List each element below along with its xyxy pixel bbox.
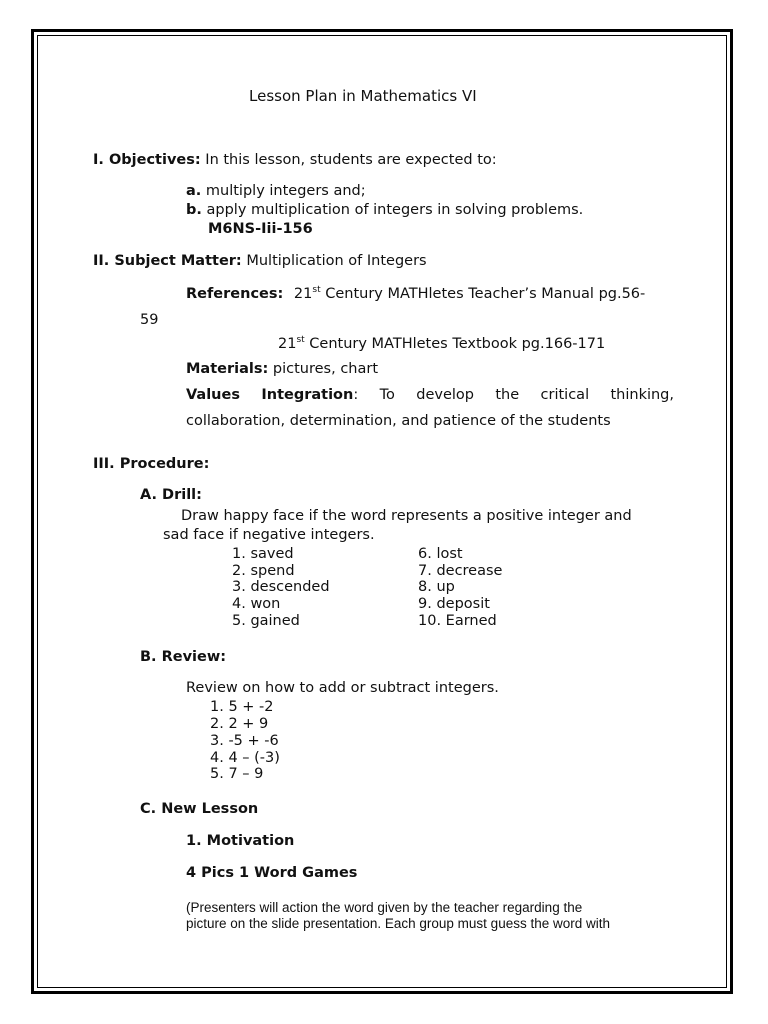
drill-word-4: 4. won	[232, 596, 281, 612]
values-integration-continued: collaboration, determination, and patience of the students	[186, 413, 611, 429]
drill-word-6: 6. lost	[418, 546, 463, 562]
game-note-line1: (Presenters will action the word given by the teacher regarding the	[186, 900, 583, 915]
materials-label: Materials:	[186, 361, 269, 377]
review-item-1: 1. 5 + -2	[210, 699, 274, 715]
drill-word-10: 10. Earned	[418, 613, 497, 629]
review-intro: Review on how to add or subtract integers.	[186, 680, 499, 696]
objectives-heading: I. Objectives:	[93, 152, 201, 168]
drill-word-2: 2. spend	[232, 563, 295, 579]
drill-word-9: 9. deposit	[418, 596, 490, 612]
subject-matter-heading: II. Subject Matter:	[93, 253, 242, 269]
reference-1-continued: 59	[140, 312, 159, 328]
subject-matter-line	[93, 254, 427, 269]
materials-line	[186, 362, 378, 377]
game-title: 4 Pics 1 Word Games	[186, 865, 358, 881]
materials-text: pictures, chart	[272, 361, 379, 377]
drill-word-3: 3. descended	[232, 579, 330, 595]
review-heading: B. Review:	[140, 649, 227, 665]
reference-2: 21st Century MATHletes Textbook pg.166-171	[278, 335, 606, 352]
new-lesson-heading: C. New Lesson	[140, 801, 259, 817]
drill-word-1: 1. saved	[232, 546, 294, 562]
page-title: Lesson Plan in Mathematics VI	[249, 87, 477, 105]
reference-1: Century MATHletes Teacher’s Manual pg.56-	[325, 286, 646, 302]
procedure-heading: III. Procedure:	[93, 456, 210, 472]
review-item-5: 5. 7 – 9	[210, 766, 264, 782]
competency-code: M6NS-Iii-156	[208, 221, 313, 237]
drill-instruction-line1: Draw happy face if the word represents a positive integer and	[181, 508, 632, 524]
drill-heading: A. Drill:	[140, 487, 202, 503]
review-item-2: 2. 2 + 9	[210, 716, 269, 732]
drill-word-5: 5. gained	[232, 613, 300, 629]
subject-matter-text: Multiplication of Integers	[246, 253, 427, 269]
review-item-4: 4. 4 – (-3)	[210, 750, 280, 766]
drill-word-8: 8. up	[418, 579, 455, 595]
objectives-line	[93, 153, 497, 168]
drill-instruction-line2: sad face if negative integers.	[163, 527, 375, 543]
references-label: References:	[186, 286, 284, 302]
review-item-3: 3. -5 + -6	[210, 733, 279, 749]
objective-item-a: a. multiply integers and;	[186, 183, 366, 199]
objective-item-b: b. apply multiplication of integers in solving problems.	[186, 202, 584, 218]
references-line: References: 21st Century MATHletes Teacher’s Manual pg.56-	[186, 285, 646, 302]
drill-word-7: 7. decrease	[418, 563, 503, 579]
motivation-heading: 1. Motivation	[186, 833, 295, 849]
objectives-intro: In this lesson, students are expected to:	[205, 152, 497, 168]
game-note-line2: picture on the slide presentation. Each group must guess the word with	[186, 916, 610, 931]
values-integration-line: Values Integration: To develop the critical thinking,	[186, 387, 674, 403]
